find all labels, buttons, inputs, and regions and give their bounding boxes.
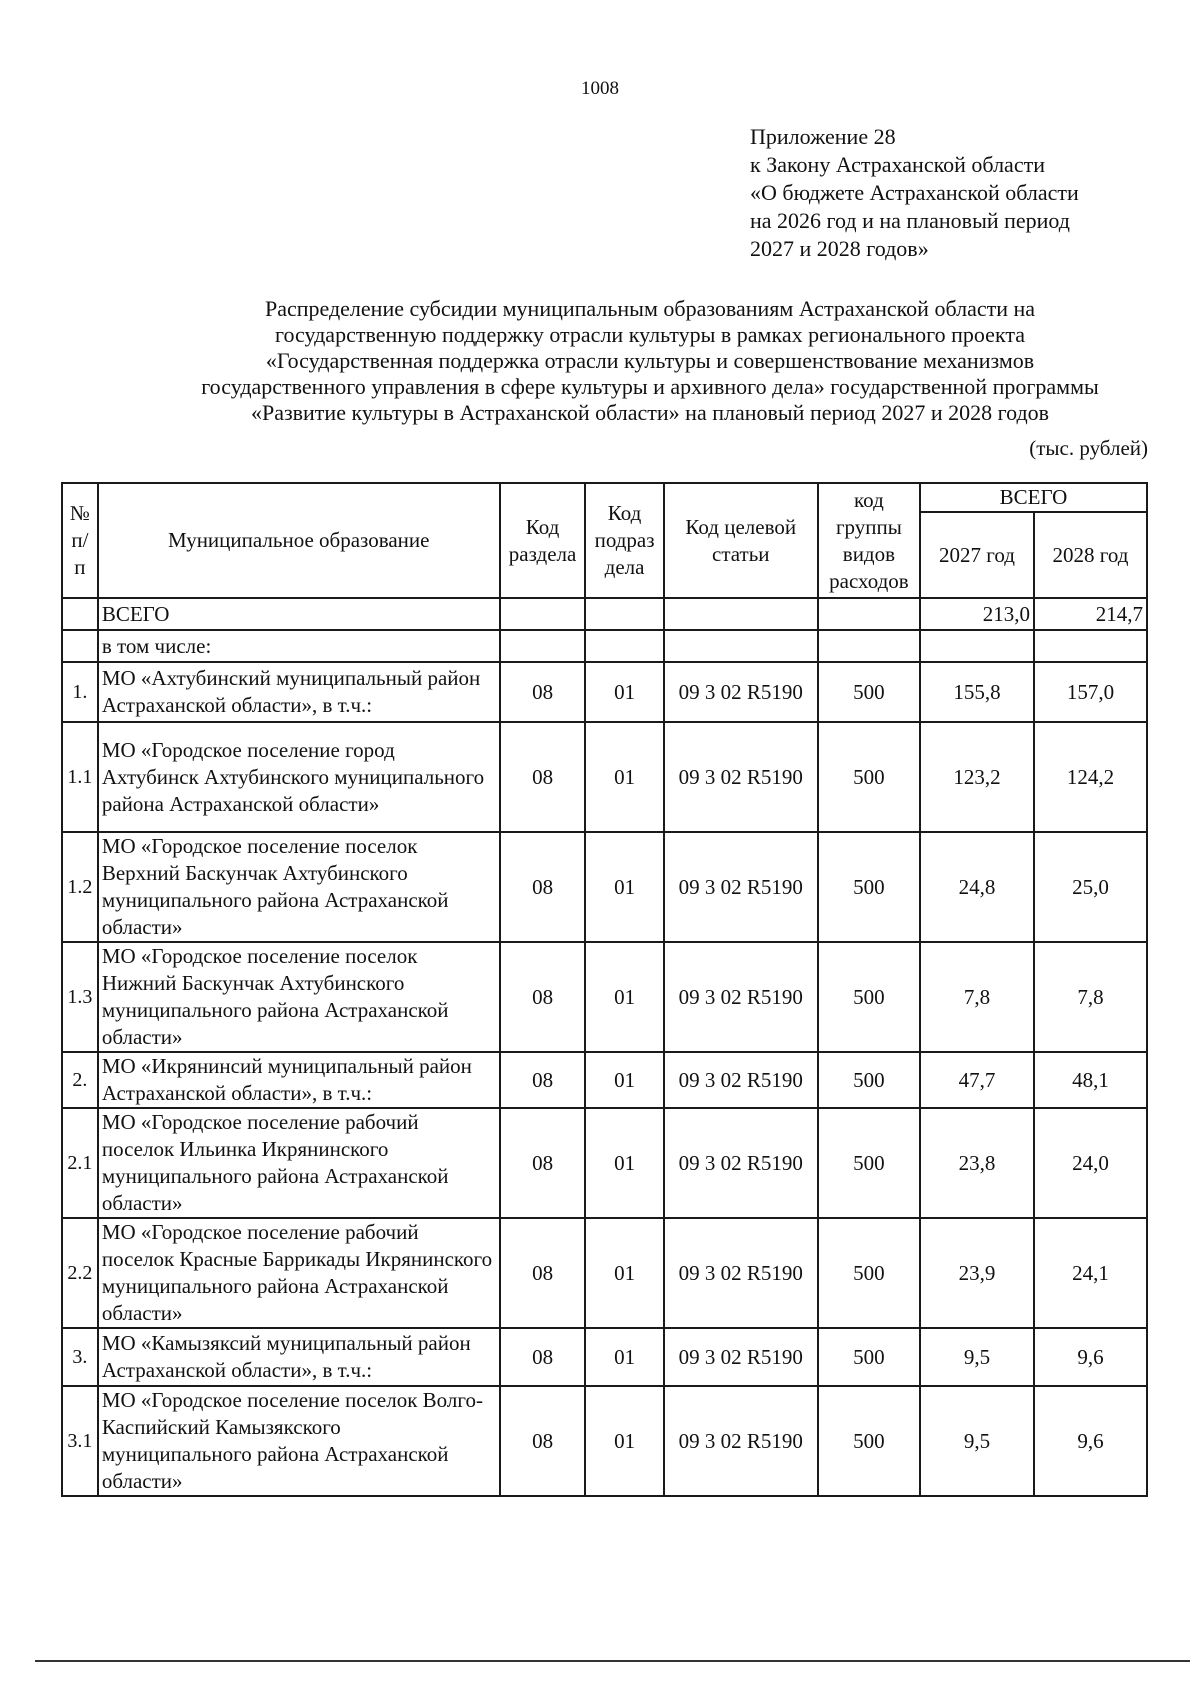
row-2028: 25,0 xyxy=(1034,832,1147,942)
table-row xyxy=(62,1386,1147,1496)
row-subsection: 01 xyxy=(585,1108,663,1218)
row-municipality: МО «Ахтубинский муниципальный район Астраханской области», в т.ч.: xyxy=(98,662,500,722)
row-2027: 23,9 xyxy=(920,1218,1034,1328)
row-2028: 9,6 xyxy=(1034,1328,1147,1386)
total-2027: 213,0 xyxy=(920,598,1034,630)
row-municipality: МО «Городское поселение поселок Верхний Баскунчак Ахтубинского муниципального района Астраханской области» xyxy=(98,832,500,942)
row-2027: 47,7 xyxy=(920,1052,1034,1108)
row-num: 1. xyxy=(62,662,98,722)
row-municipality: МО «Икрянинсий муниципальный район Астраханской области», в т.ч.: xyxy=(98,1052,500,1108)
row-num: 3. xyxy=(62,1328,98,1386)
total-2028: 214,7 xyxy=(1034,598,1147,630)
table-row xyxy=(62,832,1147,942)
row-subsection: 01 xyxy=(585,1052,663,1108)
row-2028: 7,8 xyxy=(1034,942,1147,1052)
row-target: 09 3 02 R5190 xyxy=(664,722,818,832)
row-target: 09 3 02 R5190 xyxy=(664,1218,818,1328)
title-line: государственную поддержку отрасли культуры в рамках регионального проекта xyxy=(275,322,1025,347)
row-target: 09 3 02 R5190 xyxy=(664,662,818,722)
document-title xyxy=(60,296,1200,426)
row-2027: 7,8 xyxy=(920,942,1034,1052)
row-section: 08 xyxy=(500,1386,586,1496)
table-row xyxy=(62,1328,1147,1386)
row-2028: 48,1 xyxy=(1034,1052,1147,1108)
page-number: 1008 xyxy=(581,78,619,99)
table-row xyxy=(62,1218,1147,1328)
row-2028: 157,0 xyxy=(1034,662,1147,722)
row-municipality: МО «Городское поселение город Ахтубинск Ахтубинского муниципального района Астраханской области» xyxy=(98,722,500,832)
row-2027: 123,2 xyxy=(920,722,1034,832)
header-target-article: Код целевой статьи xyxy=(664,483,818,598)
table-row xyxy=(62,662,1147,722)
row-group: 500 xyxy=(818,1328,920,1386)
subsidy-table xyxy=(61,482,1148,1497)
row-target: 09 3 02 R5190 xyxy=(664,1386,818,1496)
header-year-2027: 2027 год xyxy=(920,512,1034,598)
table-row xyxy=(62,942,1147,1052)
row-num: 1.1 xyxy=(62,722,98,832)
subheader-row xyxy=(62,630,1147,662)
header-total: ВСЕГО xyxy=(920,483,1147,512)
row-group: 500 xyxy=(818,722,920,832)
header-num: № п/п xyxy=(62,483,98,598)
row-num: 2.2 xyxy=(62,1218,98,1328)
row-subsection: 01 xyxy=(585,1328,663,1386)
title-line: Распределение субсидии муниципальным образованиям Астраханской области на xyxy=(264,296,1036,321)
row-section: 08 xyxy=(500,662,586,722)
row-num: 1.3 xyxy=(62,942,98,1052)
header-year-2028: 2028 год xyxy=(1034,512,1147,598)
row-section: 08 xyxy=(500,942,586,1052)
row-group: 500 xyxy=(818,1218,920,1328)
table-row xyxy=(62,722,1147,832)
row-2027: 23,8 xyxy=(920,1108,1034,1218)
row-municipality: МО «Городское поселение рабочий поселок Красные Баррикады Икрянинского муниципального района Астраханской области» xyxy=(98,1218,500,1328)
appendix-line: 2027 и 2028 годов» xyxy=(750,236,929,261)
appendix-line: «О бюджете Астраханской области xyxy=(750,180,1079,205)
row-2027: 155,8 xyxy=(920,662,1034,722)
row-2028: 24,1 xyxy=(1034,1218,1147,1328)
total-label: ВСЕГО xyxy=(98,598,500,630)
row-num: 2. xyxy=(62,1052,98,1108)
row-2028: 24,0 xyxy=(1034,1108,1147,1218)
units-label: (тыс. рублей) xyxy=(1029,436,1148,460)
row-target: 09 3 02 R5190 xyxy=(664,942,818,1052)
row-section: 08 xyxy=(500,832,586,942)
header-subsection-code: Код подраз дела xyxy=(585,483,663,598)
row-group: 500 xyxy=(818,1108,920,1218)
row-subsection: 01 xyxy=(585,942,663,1052)
row-target: 09 3 02 R5190 xyxy=(664,1108,818,1218)
row-municipality: МО «Городское поселение поселок Нижний Баскунчак Ахтубинского муниципального района Астраханской области» xyxy=(98,942,500,1052)
row-group: 500 xyxy=(818,832,920,942)
row-municipality: МО «Городское поселение рабочий поселок Ильинка Икрянинского муниципального района Астраханской области» xyxy=(98,1108,500,1218)
row-section: 08 xyxy=(500,1328,586,1386)
row-2027: 24,8 xyxy=(920,832,1034,942)
row-municipality: МО «Городское поселение поселок Волго-Каспийский Камызякского муниципального района Астраханской области» xyxy=(98,1386,500,1496)
appendix-line: на 2026 год и на плановый период xyxy=(750,208,1070,233)
row-section: 08 xyxy=(500,1052,586,1108)
row-target: 09 3 02 R5190 xyxy=(664,832,818,942)
total-row xyxy=(62,598,1147,630)
row-group: 500 xyxy=(818,1052,920,1108)
title-line: «Государственная поддержка отрасли культуры и совершенствование механизмов xyxy=(265,348,1035,373)
header-municipality: Муниципальное образование xyxy=(98,483,500,598)
row-subsection: 01 xyxy=(585,722,663,832)
header-section-code: Код раздела xyxy=(500,483,586,598)
header-expense-group: код группы видов расходов xyxy=(818,483,920,598)
row-subsection: 01 xyxy=(585,1218,663,1328)
title-line: «Развитие культуры в Астраханской области» на плановый период 2027 и 2028 годов xyxy=(250,400,1050,425)
row-num: 3.1 xyxy=(62,1386,98,1496)
table-row xyxy=(62,1108,1147,1218)
title-line: государственного управления в сфере культуры и архивного дела» государственной программы xyxy=(201,374,1099,399)
row-group: 500 xyxy=(818,662,920,722)
row-group: 500 xyxy=(818,1386,920,1496)
row-subsection: 01 xyxy=(585,1386,663,1496)
page-bottom-rule xyxy=(35,1660,1190,1662)
row-2027: 9,5 xyxy=(920,1386,1034,1496)
row-subsection: 01 xyxy=(585,662,663,722)
row-section: 08 xyxy=(500,1218,586,1328)
row-target: 09 3 02 R5190 xyxy=(664,1328,818,1386)
row-municipality: МО «Камызяксий муниципальный район Астраханской области», в т.ч.: xyxy=(98,1328,500,1386)
row-section: 08 xyxy=(500,1108,586,1218)
table-row xyxy=(62,1052,1147,1108)
row-num: 2.1 xyxy=(62,1108,98,1218)
subheader-label: в том числе: xyxy=(98,630,500,662)
appendix-line: к Закону Астраханской области xyxy=(750,152,1045,177)
appendix-block xyxy=(750,123,1170,263)
row-group: 500 xyxy=(818,942,920,1052)
row-2028: 124,2 xyxy=(1034,722,1147,832)
row-2028: 9,6 xyxy=(1034,1386,1147,1496)
appendix-line: Приложение 28 xyxy=(750,124,896,149)
row-num: 1.2 xyxy=(62,832,98,942)
row-2027: 9,5 xyxy=(920,1328,1034,1386)
row-section: 08 xyxy=(500,722,586,832)
row-subsection: 01 xyxy=(585,832,663,942)
row-target: 09 3 02 R5190 xyxy=(664,1052,818,1108)
